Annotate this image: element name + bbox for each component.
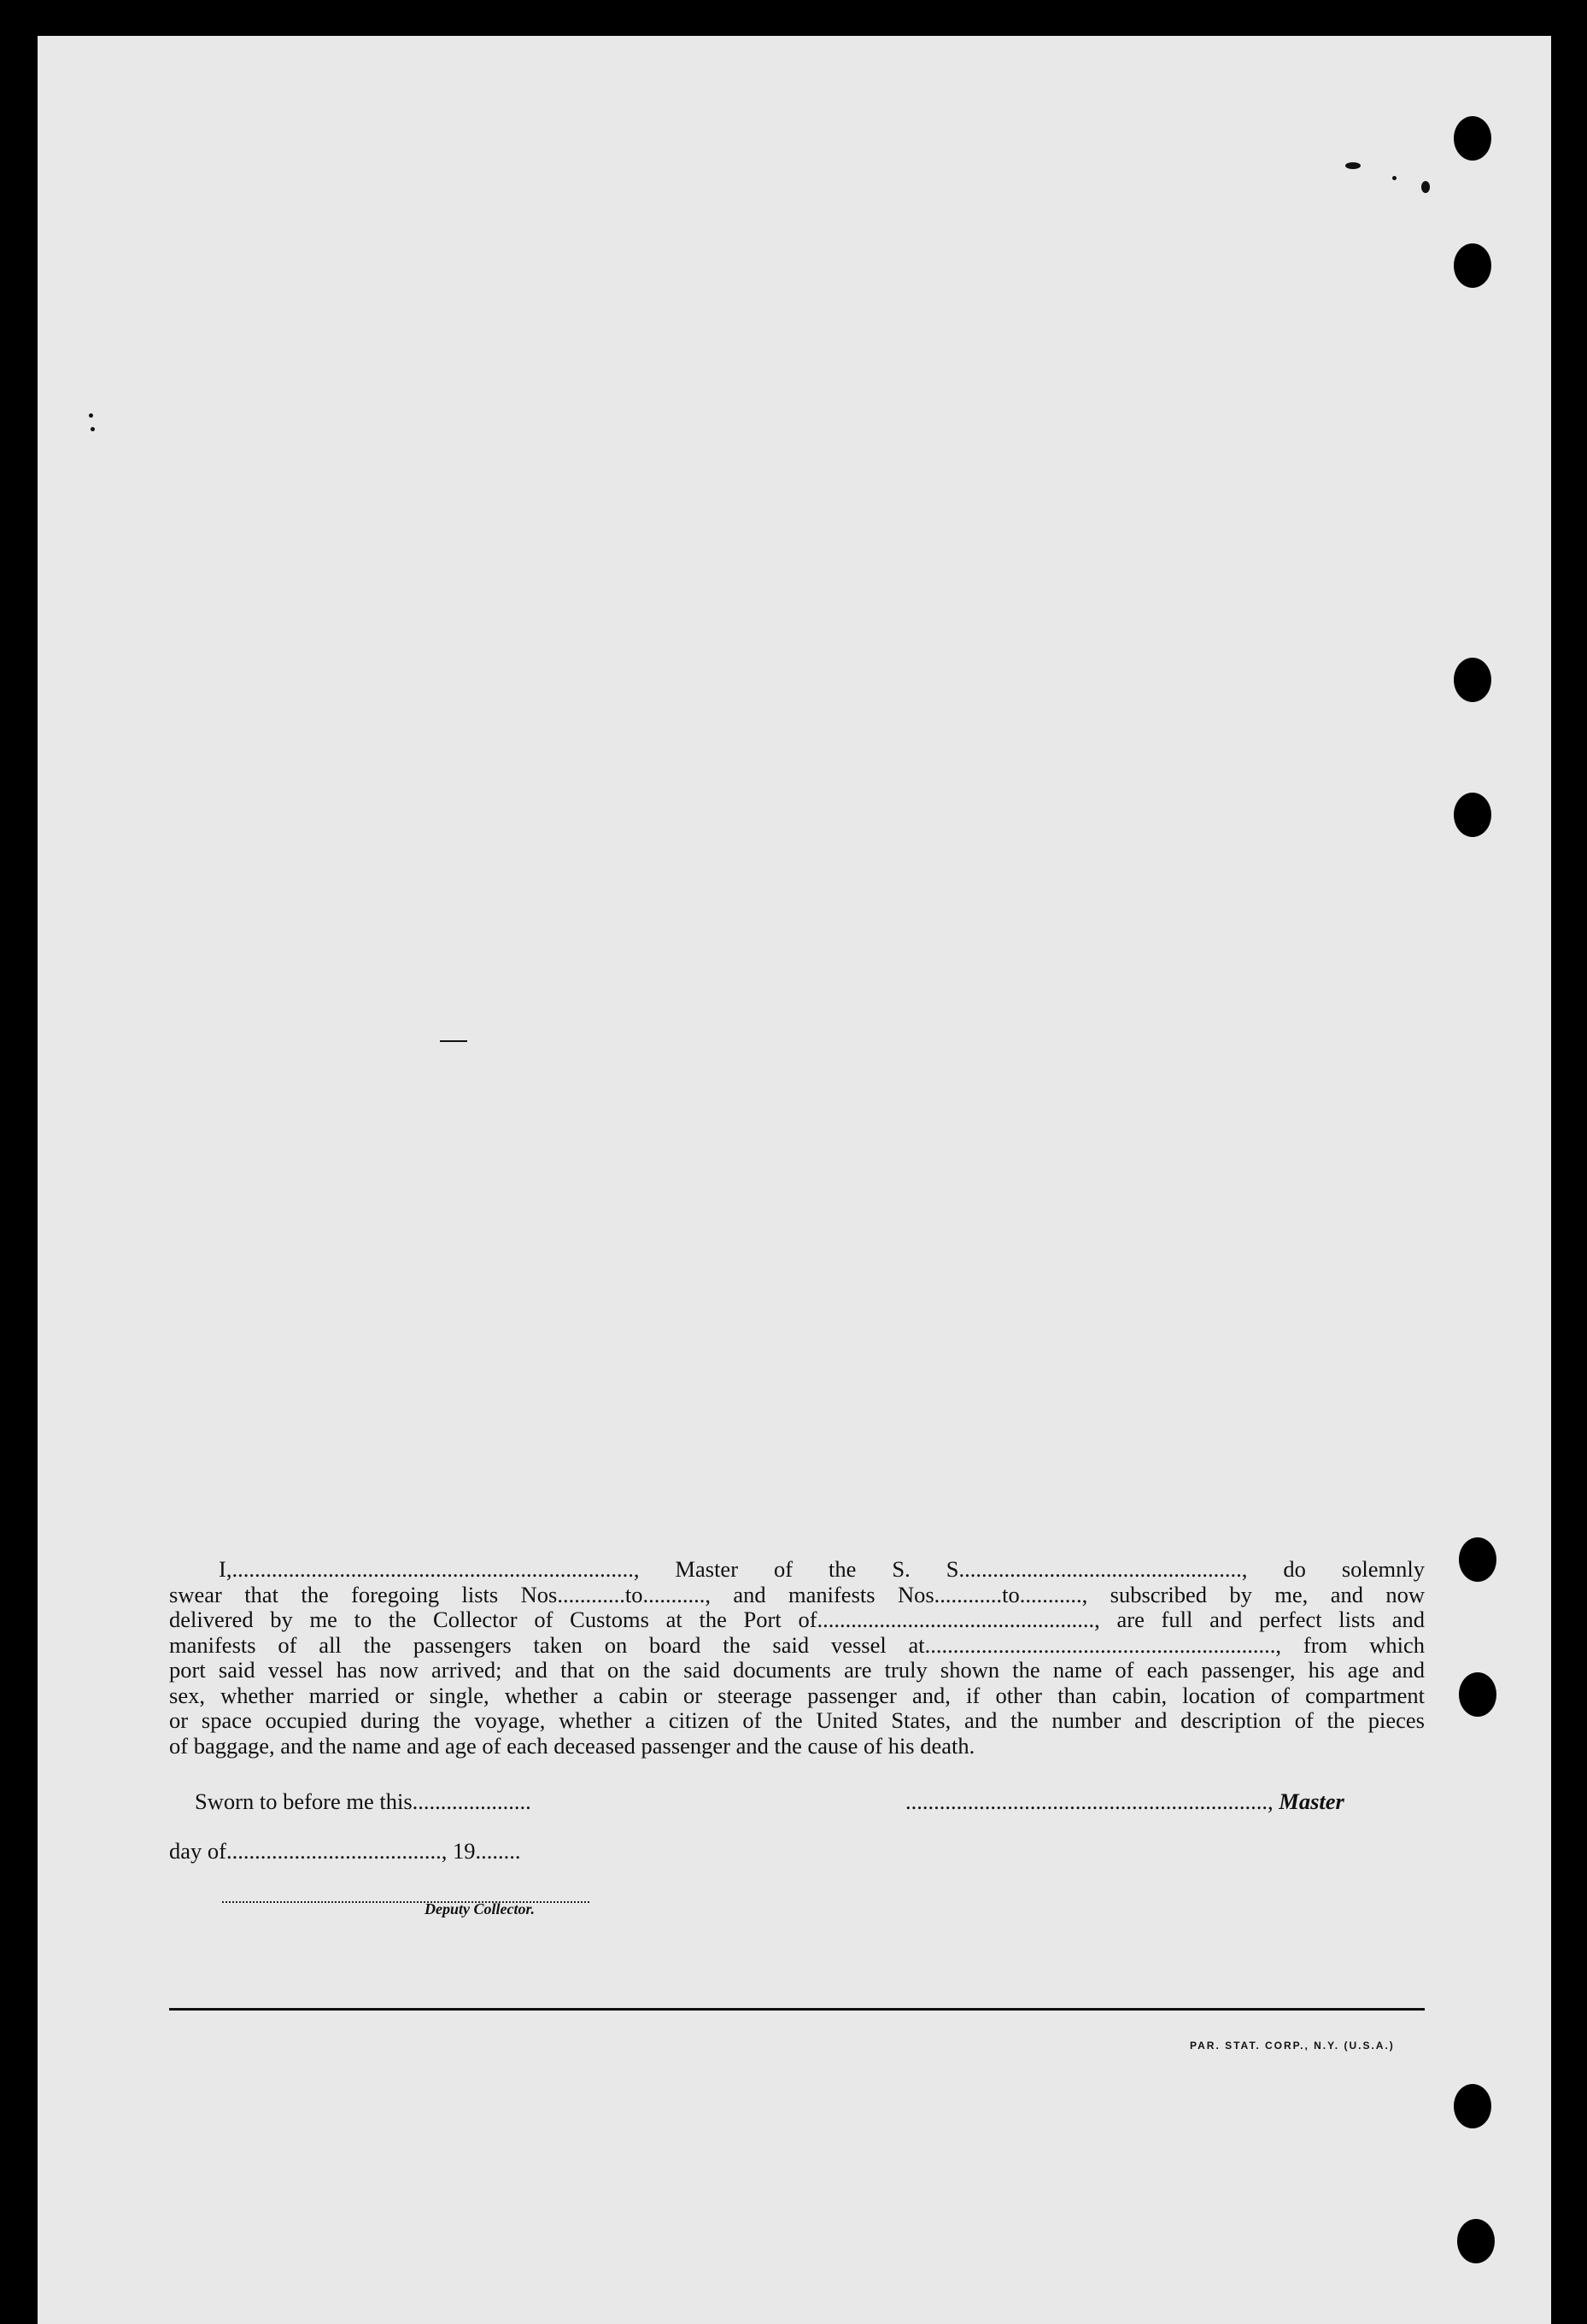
bottom-rule <box>169 2008 1425 2011</box>
printer-imprint: PAR. STAT. CORP., N.Y. (U.S.A.) <box>1190 2040 1395 2052</box>
ink-mark <box>89 413 93 418</box>
ink-mark <box>91 427 95 431</box>
oath-line: delivered by me to the Collector of Customs at the Port of................................................., are full and perfect lists and <box>169 1607 1425 1632</box>
oath-paragraph <box>169 1557 1425 1759</box>
punch-hole <box>1454 793 1491 837</box>
oath-line: of baggage, and the name and age of each deceased passenger and the cause of his death. <box>169 1732 975 1759</box>
deputy-collector-label: Deputy Collector. <box>425 1900 535 1917</box>
oath-line: swear that the foregoing lists Nos............to..........., and manifests Nos............to..........., subscribed by me, and now <box>169 1581 1425 1607</box>
master-signature-dots: ................................................................, <box>905 1788 1274 1814</box>
ink-mark <box>1345 162 1361 169</box>
oath-line: or space occupied during the voyage, whether a citizen of the United States, and the number and description of the pieces <box>169 1707 1425 1733</box>
punch-hole <box>1454 116 1491 161</box>
document-sheet <box>38 36 1551 2324</box>
master-label: Master <box>1279 1788 1344 1814</box>
punch-hole <box>1459 1537 1496 1582</box>
oath-line: I,......................................................................., Master of the S. S.................................................., do solemnly <box>219 1556 1425 1582</box>
sworn-label: Sworn to before me this..................... <box>195 1788 531 1814</box>
punch-hole <box>1459 1672 1496 1717</box>
master-signature-line <box>905 1788 1344 1815</box>
oath-line: sex, whether married or single, whether a cabin or steerage passenger and, if other than cabin, location of compartment <box>169 1682 1425 1708</box>
punch-hole <box>1454 658 1491 702</box>
punch-hole <box>1454 2084 1491 2128</box>
ink-mark <box>1421 181 1430 193</box>
oath-line: port said vessel has now arrived; and that on the said documents are truly shown the name of each passenger, his age and <box>169 1657 1425 1683</box>
ink-mark <box>440 1040 467 1042</box>
punch-hole <box>1454 243 1491 288</box>
oath-line: manifests of all the passengers taken on board the said vessel at.............................................................., from which <box>169 1631 1425 1658</box>
ink-mark <box>1392 176 1397 180</box>
day-label: day of......................................, 19........ <box>169 1838 521 1864</box>
punch-hole <box>1457 2219 1495 2263</box>
